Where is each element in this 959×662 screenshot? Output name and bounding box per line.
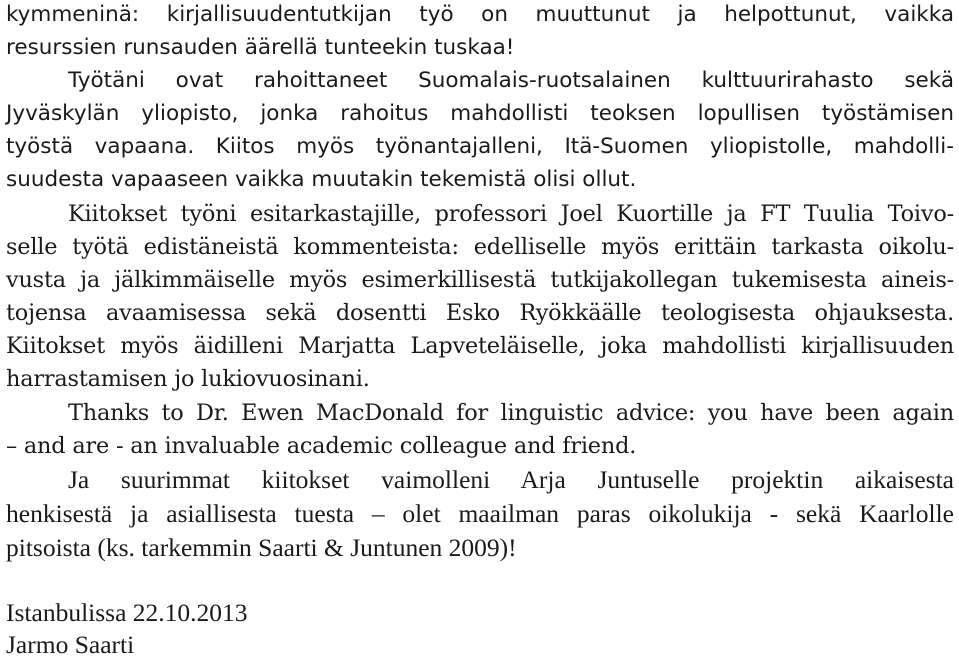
text-line: Ja suurimmat kiitokset vaimolleni Arja Juntuselle projektin aikaisesta [68,465,954,494]
text-line: harrastamisen jo lukiovuosinani. [6,366,370,392]
text-line: työstä vapaana. Kiitos myös työnantajalleni, Itä-Suomen yliopistolle, mahdolli- [6,134,954,159]
text-line: pitsoista (ks. tarkemmin Saarti & Juntunen 2009)! [6,533,517,562]
signature-place-date: Istanbulissa 22.10.2013 [6,598,248,627]
text-line: Kiitokset myös äidilleni Marjatta Lapveteläiselle, joka mahdollisti kirjallisuuden [6,333,954,359]
text-line: Thanks to Dr. Ewen MacDonald for linguistic advice: you have been again [68,400,954,426]
text-line: vusta ja jälkimmäiselle myös esimerkillisestä tutkijakollegan tukemisesta aineis- [6,267,954,293]
signature-author: Jarmo Saarti [6,630,135,659]
text-line: Kiitokset työni esitarkastajille, professori Joel Kuortille ja FT Tuulia Toivo- [68,201,954,227]
text-line: – and are - an invaluable academic colleague and friend. [6,433,637,459]
text-line: resurssien runsauden äärellä tunteekin tuskaa! [6,35,515,60]
text-line: tojensa avaamisessa sekä dosentti Esko Ryökkäälle teologisesta ohjauksesta. [6,300,954,326]
text-line: suudesta vapaaseen vaikka muutakin tekemistä olisi ollut. [6,167,637,192]
text-line: henkisestä ja asiallisesta tuesta – olet maailman paras oikolukija - sekä Kaarlolle [6,499,954,528]
text-line: kymmeninä: kirjallisuudentutkijan työ on muuttunut ja helpottunut, vaikka [6,2,954,27]
text-line: Työtäni ovat rahoittaneet Suomalais-ruotsalainen kulttuurirahasto sekä [68,68,954,93]
text-line: Jyväskylän yliopisto, jonka rahoitus mahdollisti teoksen lopullisen työstämisen [6,101,954,126]
text-line: selle työtä edistäneistä kommenteista: edelliselle myös erittäin tarkasta oikolu- [6,234,954,260]
